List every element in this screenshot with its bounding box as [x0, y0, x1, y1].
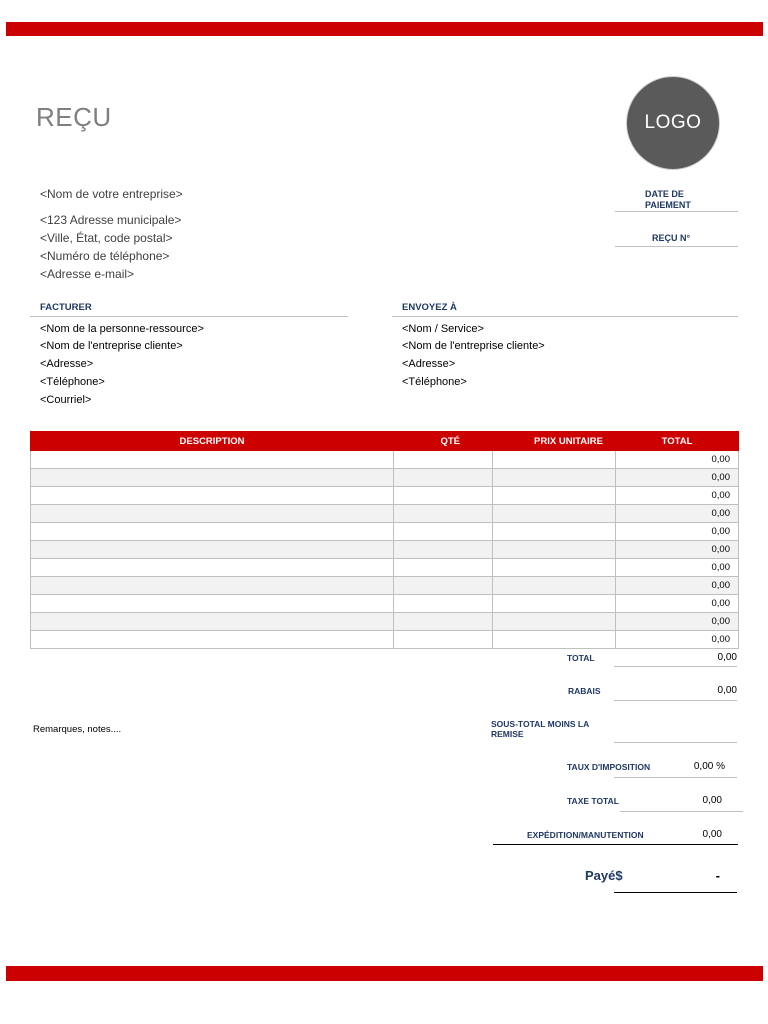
table-row [31, 523, 739, 541]
paid-value: - [715, 868, 720, 883]
table-row [31, 613, 739, 631]
bill-to-divider [30, 316, 348, 317]
tax-rate-label: TAUX D'IMPOSITION [567, 762, 651, 772]
ship-to-name[interactable]: <Nom / Service> [402, 323, 484, 335]
ship-to-phone[interactable]: <Téléphone> [402, 376, 467, 388]
ship-to-company[interactable]: <Nom de l'entreprise cliente> [402, 340, 545, 352]
tax-total-underline [620, 811, 743, 812]
bill-to-company[interactable]: <Nom de l'entreprise cliente> [40, 340, 183, 352]
row-total: 0,00 [616, 631, 739, 649]
header-unit-price: PRIX UNITAIRE [493, 432, 616, 451]
row-description[interactable] [31, 559, 394, 577]
total-value: 0,00 [717, 652, 737, 663]
row-quantity[interactable] [394, 487, 493, 505]
row-total: 0,00 [616, 487, 739, 505]
shipping-value[interactable]: 0,00 [702, 829, 722, 840]
bill-to-heading: FACTURER [40, 302, 92, 313]
row-quantity[interactable] [394, 613, 493, 631]
row-description[interactable] [31, 541, 394, 559]
row-unit-price[interactable] [493, 631, 616, 649]
header-quantity: QTÉ [394, 432, 493, 451]
row-description[interactable] [31, 487, 394, 505]
row-total: 0,00 [616, 451, 739, 469]
row-unit-price[interactable] [493, 469, 616, 487]
row-unit-price[interactable] [493, 487, 616, 505]
receipt-number-label: REÇU N° [652, 233, 691, 243]
table-row [31, 595, 739, 613]
header-description: DESCRIPTION [31, 432, 394, 451]
row-total: 0,00 [616, 505, 739, 523]
shipping-underline [493, 844, 738, 845]
discount-label: RABAIS [568, 686, 601, 696]
bill-to-address[interactable]: <Adresse> [40, 358, 94, 370]
ship-to-heading: ENVOYEZ À [402, 302, 457, 313]
table-row [31, 487, 739, 505]
row-description[interactable] [31, 505, 394, 523]
row-description[interactable] [31, 631, 394, 649]
row-unit-price[interactable] [493, 541, 616, 559]
row-unit-price[interactable] [493, 559, 616, 577]
company-email[interactable]: <Adresse e-mail> [40, 267, 135, 281]
shipping-label: EXPÉDITION/MANUTENTION [527, 830, 644, 840]
receipt-title: REÇU [36, 102, 112, 132]
row-quantity[interactable] [394, 541, 493, 559]
row-description[interactable] [31, 469, 394, 487]
payment-date-label: DATE DE PAIEMENT [645, 189, 691, 210]
table-row [31, 631, 739, 649]
table-row [31, 505, 739, 523]
row-total: 0,00 [616, 523, 739, 541]
row-unit-price[interactable] [493, 505, 616, 523]
row-total: 0,00 [616, 469, 739, 487]
row-unit-price[interactable] [493, 451, 616, 469]
table-row [31, 451, 739, 469]
row-unit-price[interactable] [493, 577, 616, 595]
company-address[interactable]: <123 Adresse municipale> [40, 213, 182, 227]
tax-rate-underline [614, 777, 737, 778]
discount-value[interactable]: 0,00 [717, 685, 737, 696]
row-quantity[interactable] [394, 577, 493, 595]
table-row [31, 577, 739, 595]
row-quantity[interactable] [394, 595, 493, 613]
row-unit-price[interactable] [493, 613, 616, 631]
company-city[interactable]: <Ville, État, code postal> [40, 231, 173, 245]
bottom-accent-bar [6, 966, 763, 981]
payment-date-field[interactable] [615, 211, 738, 212]
ship-to-divider [392, 316, 738, 317]
paid-underline [614, 892, 737, 893]
row-total: 0,00 [616, 595, 739, 613]
subtotal-label: SOUS-TOTAL MOINS LA REMISE [491, 719, 589, 739]
row-total: 0,00 [616, 613, 739, 631]
bill-to-contact[interactable]: <Nom de la personne-ressource> [40, 323, 204, 335]
items-table [30, 431, 739, 649]
discount-underline [614, 700, 737, 701]
table-row [31, 541, 739, 559]
table-row [31, 469, 739, 487]
row-description[interactable] [31, 613, 394, 631]
row-quantity[interactable] [394, 559, 493, 577]
bill-to-email[interactable]: <Courriel> [40, 394, 92, 406]
top-accent-bar [6, 22, 763, 36]
row-total: 0,00 [616, 541, 739, 559]
row-description[interactable] [31, 595, 394, 613]
row-unit-price[interactable] [493, 595, 616, 613]
row-quantity[interactable] [394, 523, 493, 541]
row-quantity[interactable] [394, 469, 493, 487]
row-description[interactable] [31, 523, 394, 541]
row-total: 0,00 [616, 559, 739, 577]
receipt-number-field[interactable] [615, 246, 738, 247]
company-name[interactable]: <Nom de votre entreprise> [40, 187, 183, 201]
bill-to-phone[interactable]: <Téléphone> [40, 376, 105, 388]
header-total: TOTAL [616, 432, 739, 451]
logo-text: LOGO [644, 112, 702, 133]
row-description[interactable] [31, 451, 394, 469]
company-phone[interactable]: <Numéro de téléphone> [40, 249, 170, 263]
company-logo[interactable] [626, 76, 720, 170]
tax-total-label: TAXE TOTAL [567, 796, 619, 806]
ship-to-address[interactable]: <Adresse> [402, 358, 456, 370]
notes-text[interactable]: Remarques, notes.... [33, 724, 122, 735]
row-unit-price[interactable] [493, 523, 616, 541]
row-quantity[interactable] [394, 631, 493, 649]
row-total: 0,00 [616, 577, 739, 595]
total-label: TOTAL [567, 653, 595, 663]
subtotal-underline [614, 742, 737, 743]
table-row [31, 559, 739, 577]
tax-total-value: 0,00 [702, 795, 722, 806]
paid-label: Payé$ [585, 868, 623, 883]
items-header-row [31, 432, 739, 451]
row-quantity[interactable] [394, 451, 493, 469]
row-description[interactable] [31, 577, 394, 595]
row-quantity[interactable] [394, 505, 493, 523]
tax-rate-value[interactable]: 0,00 % [693, 761, 725, 772]
total-underline [614, 666, 737, 667]
